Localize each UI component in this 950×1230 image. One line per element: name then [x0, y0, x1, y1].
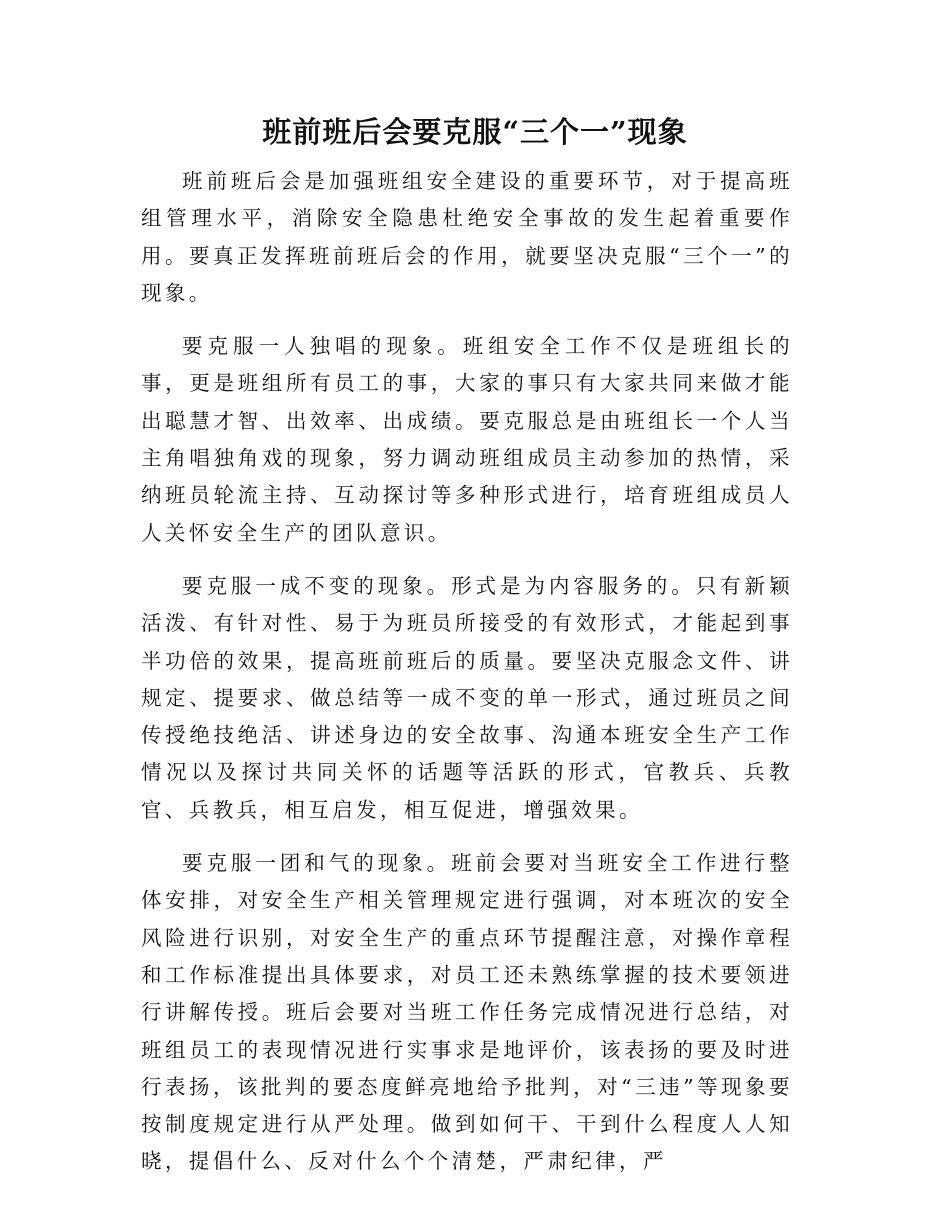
- paragraph-intro: 班前班后会是加强班组安全建设的重要环节，对于提高班组管理水平，消除安全隐患杜绝安全事故的发生起着重要作用。要真正发挥班前班后会的作用，就要坚决克服“三个一”的现象。: [141, 169, 793, 305]
- paragraph-unchanging: 要克服一成不变的现象。形式是为内容服务的。只有新颖活泼、有针对性、易于为班员所接受的有效形式，才能起到事半功倍的效果，提高班前班后的质量。要坚决克服念文件、讲规定、提要求、做总结等一成不变的单一形式，通过班员之间传授绝技绝活、讲述身边的安全故事、沟通本班安全生产工作情况以及探讨共同关怀的话题等活跃的形式，官教兵、兵教官、兵教兵，相互启发，相互促进，增强效果。: [141, 573, 793, 822]
- document-body: [141, 163, 793, 1197]
- paragraph-solo: 要克服一人独唱的现象。班组安全工作不仅是班组长的事，更是班组所有员工的事，大家的事只有大家共同来做才能出聪慧才智、出效率、出成绩。要克服总是由班组长一个人当主角唱独角戏的现象，努力调动班组成员主动参加的热情，采纳班员轮流主持、互动探讨等多种形式进行，培育班组成员人人关怀安全生产的团队意识。: [141, 334, 793, 545]
- document-title: 班前班后会要克服“三个一”现象: [262, 115, 688, 149]
- paragraph-harmony: 要克服一团和气的现象。班前会要对当班安全工作进行整体安排，对安全生产相关管理规定进行强调，对本班次的安全风险进行识别，对安全生产的重点环节提醒注意，对操作章程和工作标准提出具体要求，对员工还未熟练掌握的技术要领进行讲解传授。班后会要对当班工作任务完成情况进行总结，对班组员工的表现情况进行实事求是地评价，该表扬的要及时进行表扬，该批判的要态度鲜亮地给予批判，对“三违”等现象要按制度规定进行从严处理。做到如何干、干到什么程度人人知晓，提倡什么、反对什么个个清楚，严肃纪律，严: [141, 851, 793, 1174]
